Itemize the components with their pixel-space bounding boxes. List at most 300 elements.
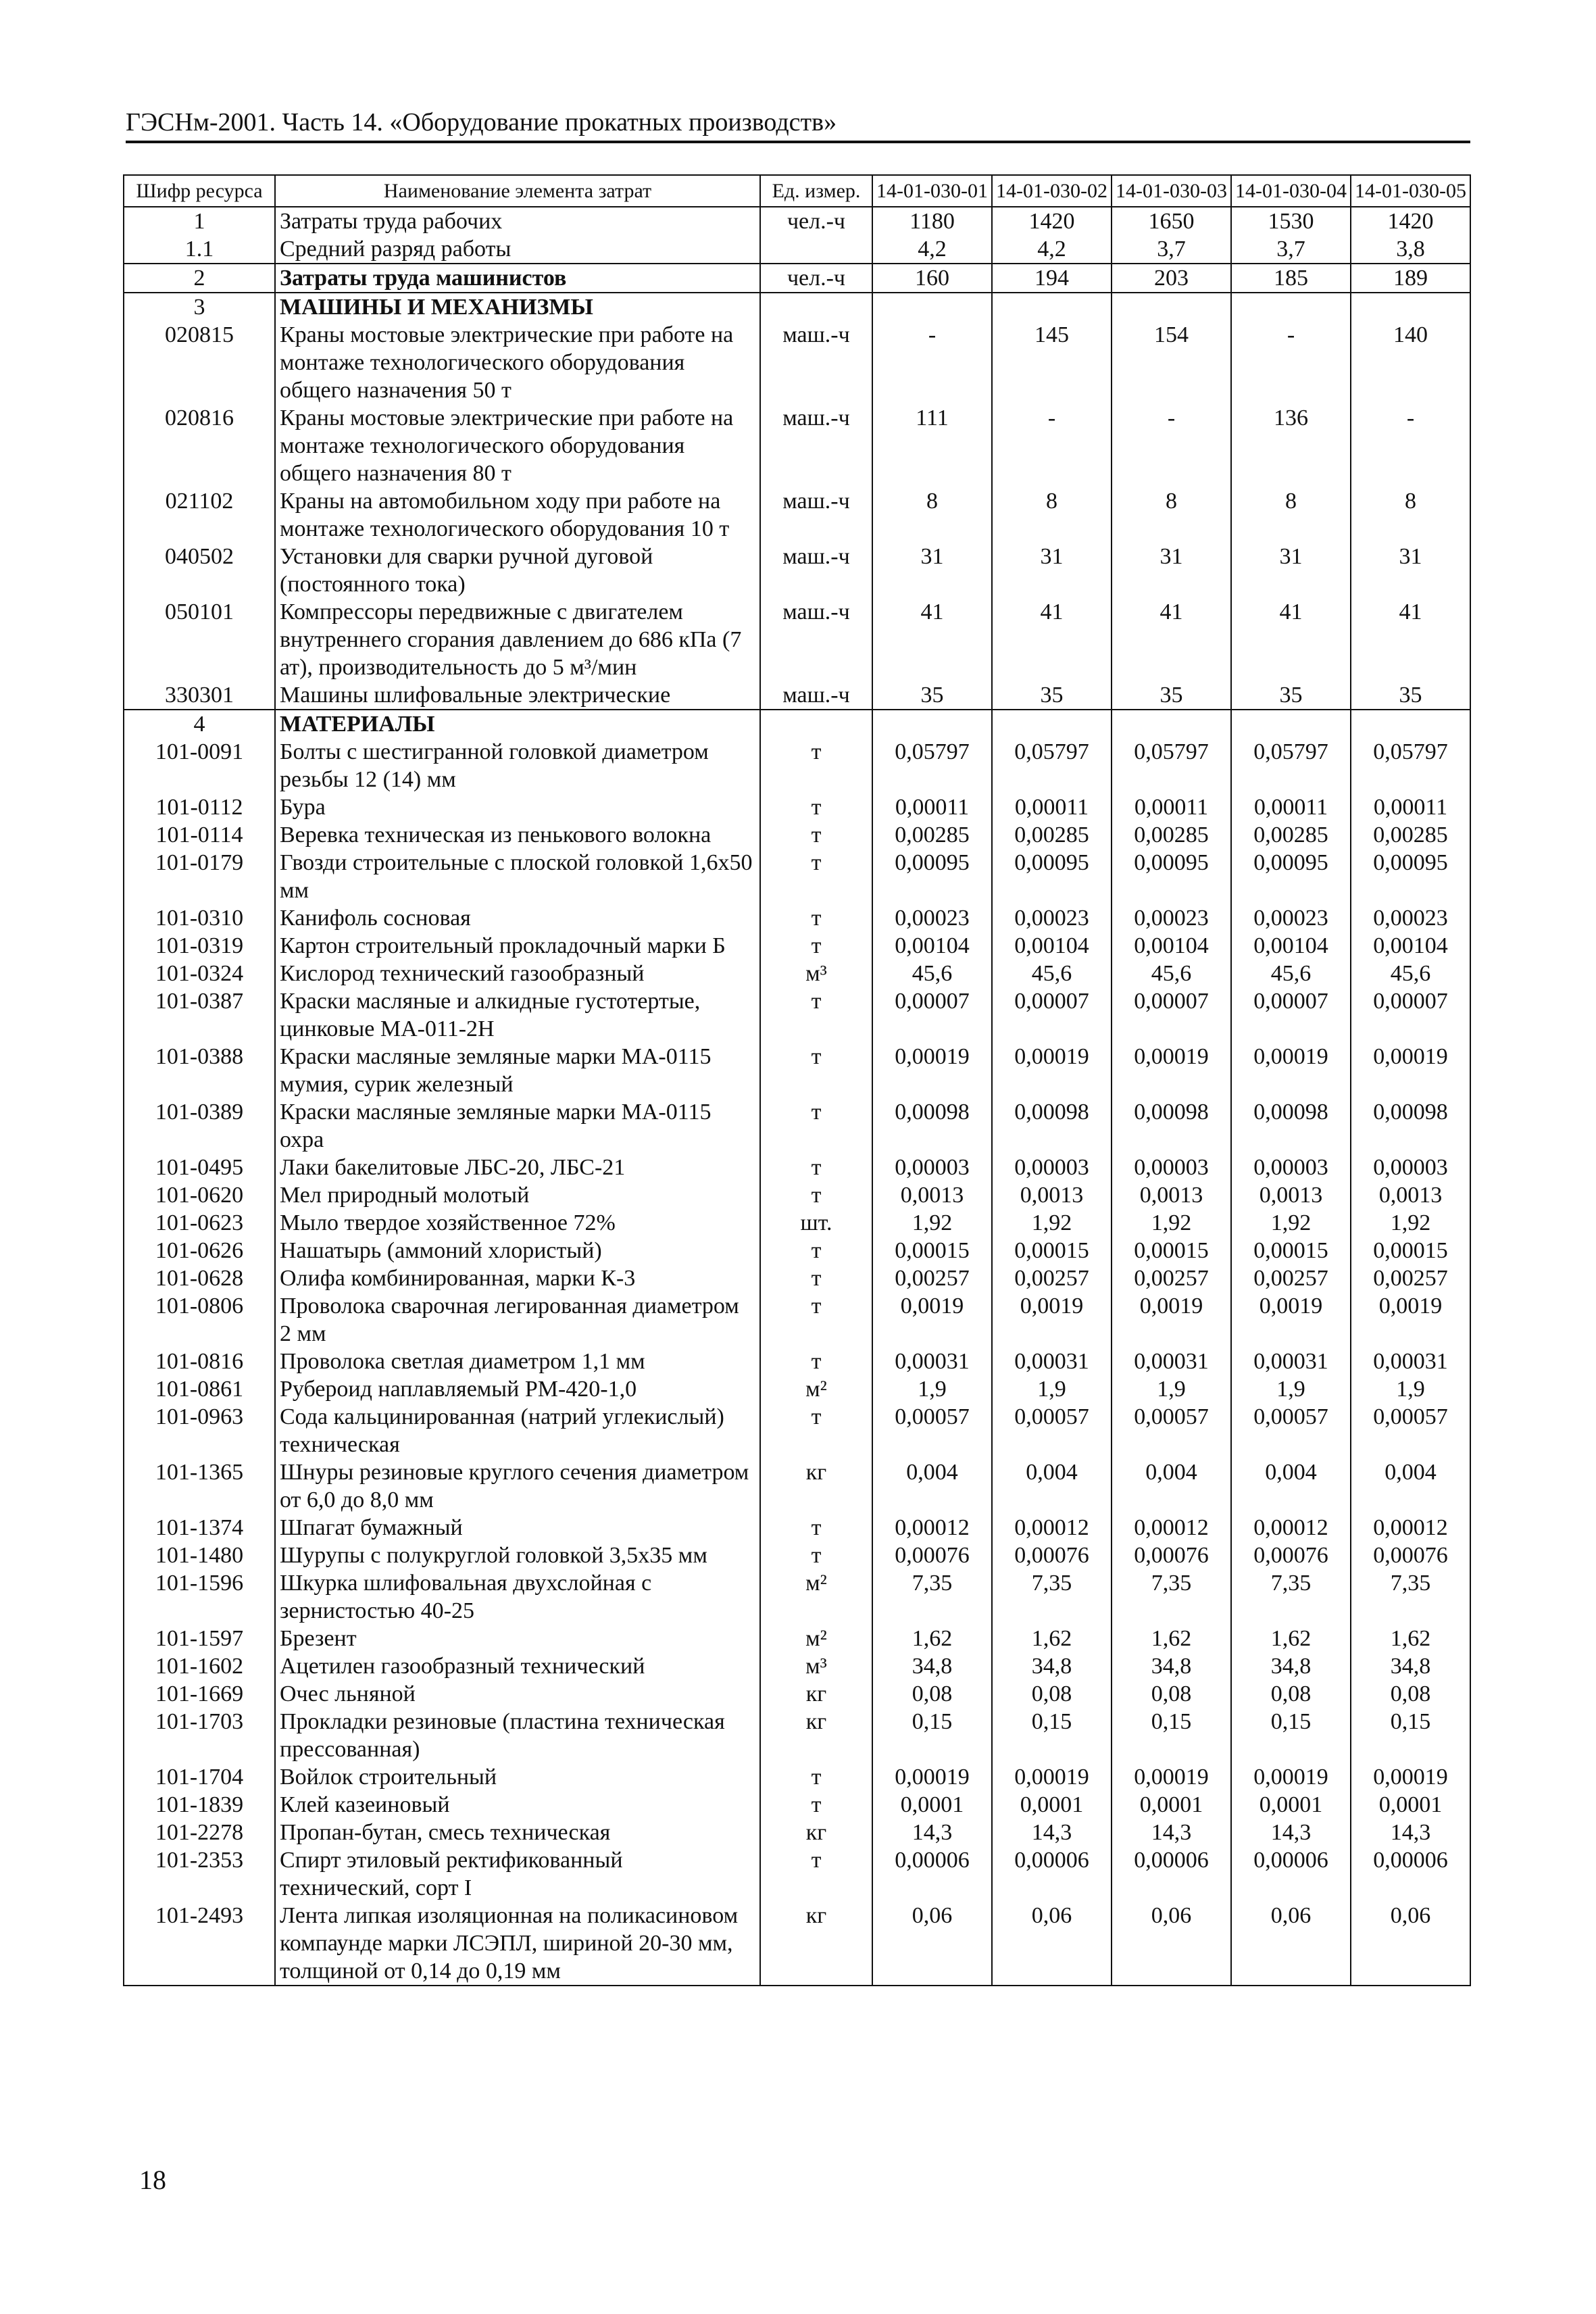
resource-code: 101-0319 [124, 932, 275, 960]
resource-code: 101-1596 [124, 1569, 275, 1625]
unit-cell: т [760, 1292, 872, 1348]
value-cell: 0,00007 [1231, 987, 1351, 1043]
resource-code: 101-1704 [124, 1763, 275, 1791]
table-row [124, 1264, 1470, 1292]
value-cell: 0,00019 [992, 1763, 1112, 1791]
value-cell: 154 [1112, 321, 1231, 404]
unit-cell: маш.-ч [760, 487, 872, 543]
value-cell: 0,00095 [992, 849, 1112, 904]
cost-element-name: Краны на автомобильном ходу при работе на монтаже технологического оборудования 10 т [275, 487, 760, 543]
table-row [124, 321, 1470, 404]
value-cell: - [872, 321, 992, 404]
unit-cell: т [760, 793, 872, 821]
cost-element-name: Нашатырь (аммоний хлористый) [275, 1237, 760, 1264]
value-cell: 0,00095 [1351, 849, 1470, 904]
value-cell: 0,00012 [992, 1514, 1112, 1542]
value-cell: 31 [1351, 543, 1470, 598]
unit-cell: т [760, 1763, 872, 1791]
table-row [124, 1625, 1470, 1652]
resource-code: 040502 [124, 543, 275, 598]
table-row [124, 235, 1470, 264]
resource-code: 3 [124, 293, 275, 321]
value-cell: 0,06 [872, 1902, 992, 1986]
value-cell: - [1112, 404, 1231, 487]
cost-element-name: Мыло твердое хозяйственное 72% [275, 1209, 760, 1237]
header-unit: Ед. измер. [760, 175, 872, 207]
value-cell: 0,00095 [872, 849, 992, 904]
header-col-3: 14-01-030-03 [1112, 175, 1231, 207]
table-header-row [124, 175, 1470, 207]
value-cell: 1,9 [1231, 1375, 1351, 1403]
unit-cell: маш.-ч [760, 321, 872, 404]
unit-cell: т [760, 1154, 872, 1181]
unit-cell: т [760, 1043, 872, 1098]
value-cell: 0,004 [1351, 1458, 1470, 1514]
resource-code: 101-0620 [124, 1181, 275, 1209]
value-cell: 0,00031 [1351, 1348, 1470, 1375]
value-cell: 0,00023 [1231, 904, 1351, 932]
cost-element-name: Веревка техническая из пенькового волокна [275, 821, 760, 849]
value-cell: 35 [872, 681, 992, 710]
value-cell: 0,00104 [1351, 932, 1470, 960]
value-cell: 35 [992, 681, 1112, 710]
cost-element-name: Средний разряд работы [275, 235, 760, 264]
value-cell: 0,05797 [1231, 738, 1351, 793]
value-cell: 0,00076 [1351, 1542, 1470, 1569]
cost-element-name: Канифоль сосновая [275, 904, 760, 932]
table-row [124, 1514, 1470, 1542]
value-cell: 0,06 [1112, 1902, 1231, 1986]
unit-cell: т [760, 849, 872, 904]
value-cell: 34,8 [1351, 1652, 1470, 1680]
unit-cell: т [760, 1846, 872, 1902]
value-cell: 0,00019 [872, 1043, 992, 1098]
value-cell: 0,0019 [1231, 1292, 1351, 1348]
cost-element-name: Кислород технический газообразный [275, 960, 760, 987]
table-row [124, 710, 1470, 738]
table-row [124, 598, 1470, 681]
value-cell: 0,00003 [872, 1154, 992, 1181]
value-cell: 0,00015 [872, 1237, 992, 1264]
resource-code: 101-0387 [124, 987, 275, 1043]
value-cell: 1530 [1231, 207, 1351, 235]
header-code: Шифр ресурса [124, 175, 275, 207]
cost-element-name: Прокладки резиновые (пластина техническая прессованная) [275, 1708, 760, 1763]
value-cell [872, 710, 992, 738]
value-cell: 0,004 [992, 1458, 1112, 1514]
value-cell: 0,00019 [1231, 1043, 1351, 1098]
value-cell: 0,00104 [992, 932, 1112, 960]
value-cell: 4,2 [992, 235, 1112, 264]
value-cell: 0,00019 [1231, 1763, 1351, 1791]
cost-element-name: Шнуры резиновые круглого сечения диаметром от 6,0 до 8,0 мм [275, 1458, 760, 1514]
value-cell: 0,00019 [1351, 1763, 1470, 1791]
cost-element-name: Рубероид наплавляемый РМ-420-1,0 [275, 1375, 760, 1403]
value-cell: 0,00285 [1231, 821, 1351, 849]
value-cell: 0,00031 [1231, 1348, 1351, 1375]
value-cell: 0,15 [1351, 1708, 1470, 1763]
value-cell: 0,06 [1351, 1902, 1470, 1986]
table-row [124, 1348, 1470, 1375]
value-cell: 0,00012 [1231, 1514, 1351, 1542]
value-cell: 0,06 [992, 1902, 1112, 1986]
unit-cell: м² [760, 1625, 872, 1652]
cost-element-name: Машины шлифовальные электрические [275, 681, 760, 710]
value-cell: 0,08 [1112, 1680, 1231, 1708]
value-cell: 41 [1112, 598, 1231, 681]
header-col-5: 14-01-030-05 [1351, 175, 1470, 207]
resource-code: 101-2353 [124, 1846, 275, 1902]
resource-code: 101-0816 [124, 1348, 275, 1375]
cost-element-name: Шурупы с полукруглой головкой 3,5х35 мм [275, 1542, 760, 1569]
value-cell: - [1351, 404, 1470, 487]
value-cell: 0,00012 [1112, 1514, 1231, 1542]
value-cell: 0,00057 [1112, 1403, 1231, 1458]
value-cell: 0,00285 [1112, 821, 1231, 849]
header-col-4: 14-01-030-04 [1231, 175, 1351, 207]
header-divider [126, 141, 1470, 143]
value-cell: 34,8 [872, 1652, 992, 1680]
value-cell: 0,0001 [1112, 1791, 1231, 1819]
cost-element-name: Мел природный молотый [275, 1181, 760, 1209]
value-cell: 0,08 [992, 1680, 1112, 1708]
value-cell: 41 [1351, 598, 1470, 681]
unit-cell: м³ [760, 1652, 872, 1680]
value-cell: 0,00023 [1351, 904, 1470, 932]
unit-cell: т [760, 932, 872, 960]
table-row [124, 543, 1470, 598]
resource-code: 020815 [124, 321, 275, 404]
table-row [124, 1542, 1470, 1569]
unit-cell: шт. [760, 1209, 872, 1237]
value-cell: 45,6 [1231, 960, 1351, 987]
value-cell: 1,92 [1112, 1209, 1231, 1237]
cost-element-name: Картон строительный прокладочный марки Б [275, 932, 760, 960]
unit-cell: кг [760, 1458, 872, 1514]
unit-cell: т [760, 1237, 872, 1264]
value-cell: 35 [1231, 681, 1351, 710]
value-cell: 0,00104 [1231, 932, 1351, 960]
resource-code: 101-0623 [124, 1209, 275, 1237]
resource-code: 101-2493 [124, 1902, 275, 1986]
unit-cell: т [760, 1403, 872, 1458]
value-cell: 0,00011 [1351, 793, 1470, 821]
unit-cell: т [760, 1791, 872, 1819]
value-cell: 0,00031 [992, 1348, 1112, 1375]
table-row [124, 487, 1470, 543]
value-cell: 0,00023 [1112, 904, 1231, 932]
value-cell: 0,00285 [1351, 821, 1470, 849]
value-cell: 0,00003 [992, 1154, 1112, 1181]
cost-element-name: Лента липкая изоляционная на поликасиновом компаунде марки ЛСЭПЛ, шириной 20-30 мм, толщиной от 0,14 до 0,19 мм [275, 1902, 760, 1986]
unit-cell: т [760, 1514, 872, 1542]
table-row [124, 1652, 1470, 1680]
value-cell: 0,00098 [1231, 1098, 1351, 1154]
table-row [124, 1098, 1470, 1154]
resource-code: 101-0179 [124, 849, 275, 904]
value-cell: 1,9 [992, 1375, 1112, 1403]
value-cell: 0,00006 [1112, 1846, 1231, 1902]
unit-cell: чел.-ч [760, 264, 872, 293]
table-row [124, 1569, 1470, 1625]
cost-element-name: Очес льняной [275, 1680, 760, 1708]
value-cell: 111 [872, 404, 992, 487]
unit-cell: т [760, 738, 872, 793]
value-cell: 0,00007 [1112, 987, 1231, 1043]
unit-cell: т [760, 904, 872, 932]
table-row [124, 932, 1470, 960]
unit-cell: т [760, 1542, 872, 1569]
cost-element-name: Установки для сварки ручной дуговой (постоянного тока) [275, 543, 760, 598]
cost-element-name: Краски масляные земляные марки МА-0115 охра [275, 1098, 760, 1154]
value-cell: 0,0013 [1351, 1181, 1470, 1209]
value-cell: 0,00015 [1231, 1237, 1351, 1264]
value-cell: 0,05797 [1351, 738, 1470, 793]
value-cell: 0,00076 [1231, 1542, 1351, 1569]
unit-cell: кг [760, 1680, 872, 1708]
resource-code: 101-0806 [124, 1292, 275, 1348]
table-row [124, 1403, 1470, 1458]
unit-cell: маш.-ч [760, 404, 872, 487]
page-number: 18 [139, 2165, 166, 2195]
table-row [124, 1375, 1470, 1403]
value-cell: - [992, 404, 1112, 487]
section-title: МАТЕРИАЛЫ [275, 710, 760, 738]
resource-code: 101-0310 [124, 904, 275, 932]
resource-code: 101-2278 [124, 1819, 275, 1846]
value-cell [872, 293, 992, 321]
section-title: МАШИНЫ И МЕХАНИЗМЫ [275, 293, 760, 321]
value-cell: 0,00015 [1112, 1237, 1231, 1264]
value-cell: 0,00019 [1112, 1043, 1231, 1098]
value-cell: 0,00006 [1351, 1846, 1470, 1902]
value-cell: 0,00011 [992, 793, 1112, 821]
resource-code: 101-1669 [124, 1680, 275, 1708]
table-row [124, 1846, 1470, 1902]
value-cell: 0,00257 [1351, 1264, 1470, 1292]
value-cell: 0,0019 [1112, 1292, 1231, 1348]
table-row [124, 1154, 1470, 1181]
cost-element-name: Болты с шестигранной головкой диаметром резьбы 12 (14) мм [275, 738, 760, 793]
cost-element-name: Сода кальцинированная (натрий углекислый) техническая [275, 1403, 760, 1458]
value-cell: 1,9 [1112, 1375, 1231, 1403]
value-cell: 0,15 [872, 1708, 992, 1763]
table-row [124, 1763, 1470, 1791]
value-cell: 8 [1112, 487, 1231, 543]
unit-cell: маш.-ч [760, 543, 872, 598]
value-cell: 35 [1112, 681, 1231, 710]
value-cell: 34,8 [992, 1652, 1112, 1680]
table-row [124, 960, 1470, 987]
value-cell: 1,92 [992, 1209, 1112, 1237]
value-cell: 7,35 [992, 1569, 1112, 1625]
value-cell: 0,0001 [1231, 1791, 1351, 1819]
table-row [124, 821, 1470, 849]
value-cell: 0,00007 [1351, 987, 1470, 1043]
table-row [124, 849, 1470, 904]
cost-element-name: Шпагат бумажный [275, 1514, 760, 1542]
value-cell: 8 [992, 487, 1112, 543]
value-cell: 0,15 [992, 1708, 1112, 1763]
value-cell: 0,00257 [992, 1264, 1112, 1292]
resource-code: 1 [124, 207, 275, 235]
value-cell: 34,8 [1231, 1652, 1351, 1680]
page-header: ГЭСНм-2001. Часть 14. «Оборудование прокатных производств» [126, 108, 837, 137]
value-cell: 0,00006 [872, 1846, 992, 1902]
value-cell: 0,00285 [872, 821, 992, 849]
value-cell: 0,00012 [1351, 1514, 1470, 1542]
value-cell: 1420 [992, 207, 1112, 235]
table-row [124, 793, 1470, 821]
value-cell: 1,62 [1351, 1625, 1470, 1652]
unit-cell: кг [760, 1902, 872, 1986]
cost-element-name: Краны мостовые электрические при работе на монтаже технологического оборудования общего назначения 50 т [275, 321, 760, 404]
table-row [124, 207, 1470, 235]
value-cell: 7,35 [1351, 1569, 1470, 1625]
value-cell: 1,9 [872, 1375, 992, 1403]
table-row [124, 1902, 1470, 1986]
value-cell: 1180 [872, 207, 992, 235]
table-row [124, 904, 1470, 932]
header-name: Наименование элемента затрат [275, 175, 760, 207]
value-cell: 0,0001 [992, 1791, 1112, 1819]
value-cell [992, 293, 1112, 321]
value-cell: 14,3 [872, 1819, 992, 1846]
value-cell: 0,00012 [872, 1514, 992, 1542]
unit-cell [760, 293, 872, 321]
cost-element-name: Шкурка шлифовальная двухслойная с зернистостью 40-25 [275, 1569, 760, 1625]
resource-code: 101-0963 [124, 1403, 275, 1458]
header-col-2: 14-01-030-02 [992, 175, 1112, 207]
resource-code: 4 [124, 710, 275, 738]
value-cell: 0,00031 [872, 1348, 992, 1375]
value-cell: 0,00104 [1112, 932, 1231, 960]
resource-code: 101-0628 [124, 1264, 275, 1292]
value-cell: 1,92 [1351, 1209, 1470, 1237]
unit-cell: т [760, 1181, 872, 1209]
value-cell: 0,00003 [1231, 1154, 1351, 1181]
cost-element-name: Лаки бакелитовые ЛБС-20, ЛБС-21 [275, 1154, 760, 1181]
resource-code: 101-1365 [124, 1458, 275, 1514]
value-cell: 160 [872, 264, 992, 293]
resource-code: 020816 [124, 404, 275, 487]
value-cell: 1,92 [1231, 1209, 1351, 1237]
value-cell: 0,0013 [1112, 1181, 1231, 1209]
value-cell: 0,00007 [992, 987, 1112, 1043]
value-cell: 1420 [1351, 207, 1470, 235]
value-cell: 0,00076 [992, 1542, 1112, 1569]
value-cell: 1,62 [872, 1625, 992, 1652]
resource-table [123, 174, 1471, 1986]
value-cell: 0,00076 [872, 1542, 992, 1569]
resource-code: 101-0112 [124, 793, 275, 821]
table-row [124, 1237, 1470, 1264]
value-cell: 0,00095 [1231, 849, 1351, 904]
value-cell: 0,00011 [872, 793, 992, 821]
value-cell: 8 [1231, 487, 1351, 543]
table-row [124, 738, 1470, 793]
cost-element-name: Брезент [275, 1625, 760, 1652]
value-cell: 3,7 [1231, 235, 1351, 264]
value-cell: 31 [992, 543, 1112, 598]
value-cell: 0,00257 [872, 1264, 992, 1292]
resource-code: 1.1 [124, 235, 275, 264]
resource-code: 101-1374 [124, 1514, 275, 1542]
table-body [124, 207, 1470, 1986]
table-row [124, 293, 1470, 321]
table-row [124, 264, 1470, 293]
value-cell: 0,15 [1112, 1708, 1231, 1763]
value-cell: 0,0013 [1231, 1181, 1351, 1209]
table-row [124, 1181, 1470, 1209]
value-cell: 0,004 [872, 1458, 992, 1514]
value-cell [1351, 710, 1470, 738]
value-cell: 0,00057 [1351, 1403, 1470, 1458]
value-cell: 0,00031 [1112, 1348, 1231, 1375]
value-cell [1112, 710, 1231, 738]
table-row [124, 1209, 1470, 1237]
value-cell: 0,00057 [992, 1403, 1112, 1458]
value-cell: 0,05797 [1112, 738, 1231, 793]
value-cell: 0,05797 [872, 738, 992, 793]
value-cell: 1,62 [1112, 1625, 1231, 1652]
value-cell: 140 [1351, 321, 1470, 404]
cost-element-name: Затраты труда рабочих [275, 207, 760, 235]
value-cell [1231, 710, 1351, 738]
value-cell: 0,00057 [1231, 1403, 1351, 1458]
value-cell [1231, 293, 1351, 321]
value-cell: 0,00023 [992, 904, 1112, 932]
value-cell: 0,00098 [1351, 1098, 1470, 1154]
value-cell: 0,15 [1231, 1708, 1351, 1763]
resource-code: 2 [124, 264, 275, 293]
value-cell: 3,7 [1112, 235, 1231, 264]
table-row [124, 987, 1470, 1043]
value-cell: 31 [1112, 543, 1231, 598]
value-cell: 0,00003 [1351, 1154, 1470, 1181]
value-cell: 0,00019 [1351, 1043, 1470, 1098]
value-cell: 0,0019 [1351, 1292, 1470, 1348]
value-cell: 0,00006 [1231, 1846, 1351, 1902]
value-cell: 0,00095 [1112, 849, 1231, 904]
value-cell: 0,0013 [872, 1181, 992, 1209]
value-cell: 0,08 [1231, 1680, 1351, 1708]
value-cell: 0,0001 [1351, 1791, 1470, 1819]
value-cell: 0,00019 [872, 1763, 992, 1791]
resource-code: 101-1703 [124, 1708, 275, 1763]
resource-code: 101-1839 [124, 1791, 275, 1819]
resource-code: 101-0324 [124, 960, 275, 987]
value-cell: 0,00019 [992, 1043, 1112, 1098]
cost-element-name: Войлок строительный [275, 1763, 760, 1791]
cost-element-name: Компрессоры передвижные с двигателем внутреннего сгорания давлением до 686 кПа (7 ат), производительность до 5 м³/мин [275, 598, 760, 681]
value-cell: 0,0019 [872, 1292, 992, 1348]
resource-code: 330301 [124, 681, 275, 710]
cost-element-name: Проволока сварочная легированная диаметром 2 мм [275, 1292, 760, 1348]
value-cell: 0,00057 [872, 1403, 992, 1458]
resource-code: 101-0388 [124, 1043, 275, 1098]
cost-element-name: Бура [275, 793, 760, 821]
unit-cell: м³ [760, 960, 872, 987]
value-cell: 0,00011 [1112, 793, 1231, 821]
value-cell: 14,3 [1231, 1819, 1351, 1846]
resource-code: 021102 [124, 487, 275, 543]
resource-code: 101-0861 [124, 1375, 275, 1403]
table-row [124, 1458, 1470, 1514]
value-cell: 41 [992, 598, 1112, 681]
value-cell: 0,00003 [1112, 1154, 1231, 1181]
unit-cell: кг [760, 1708, 872, 1763]
